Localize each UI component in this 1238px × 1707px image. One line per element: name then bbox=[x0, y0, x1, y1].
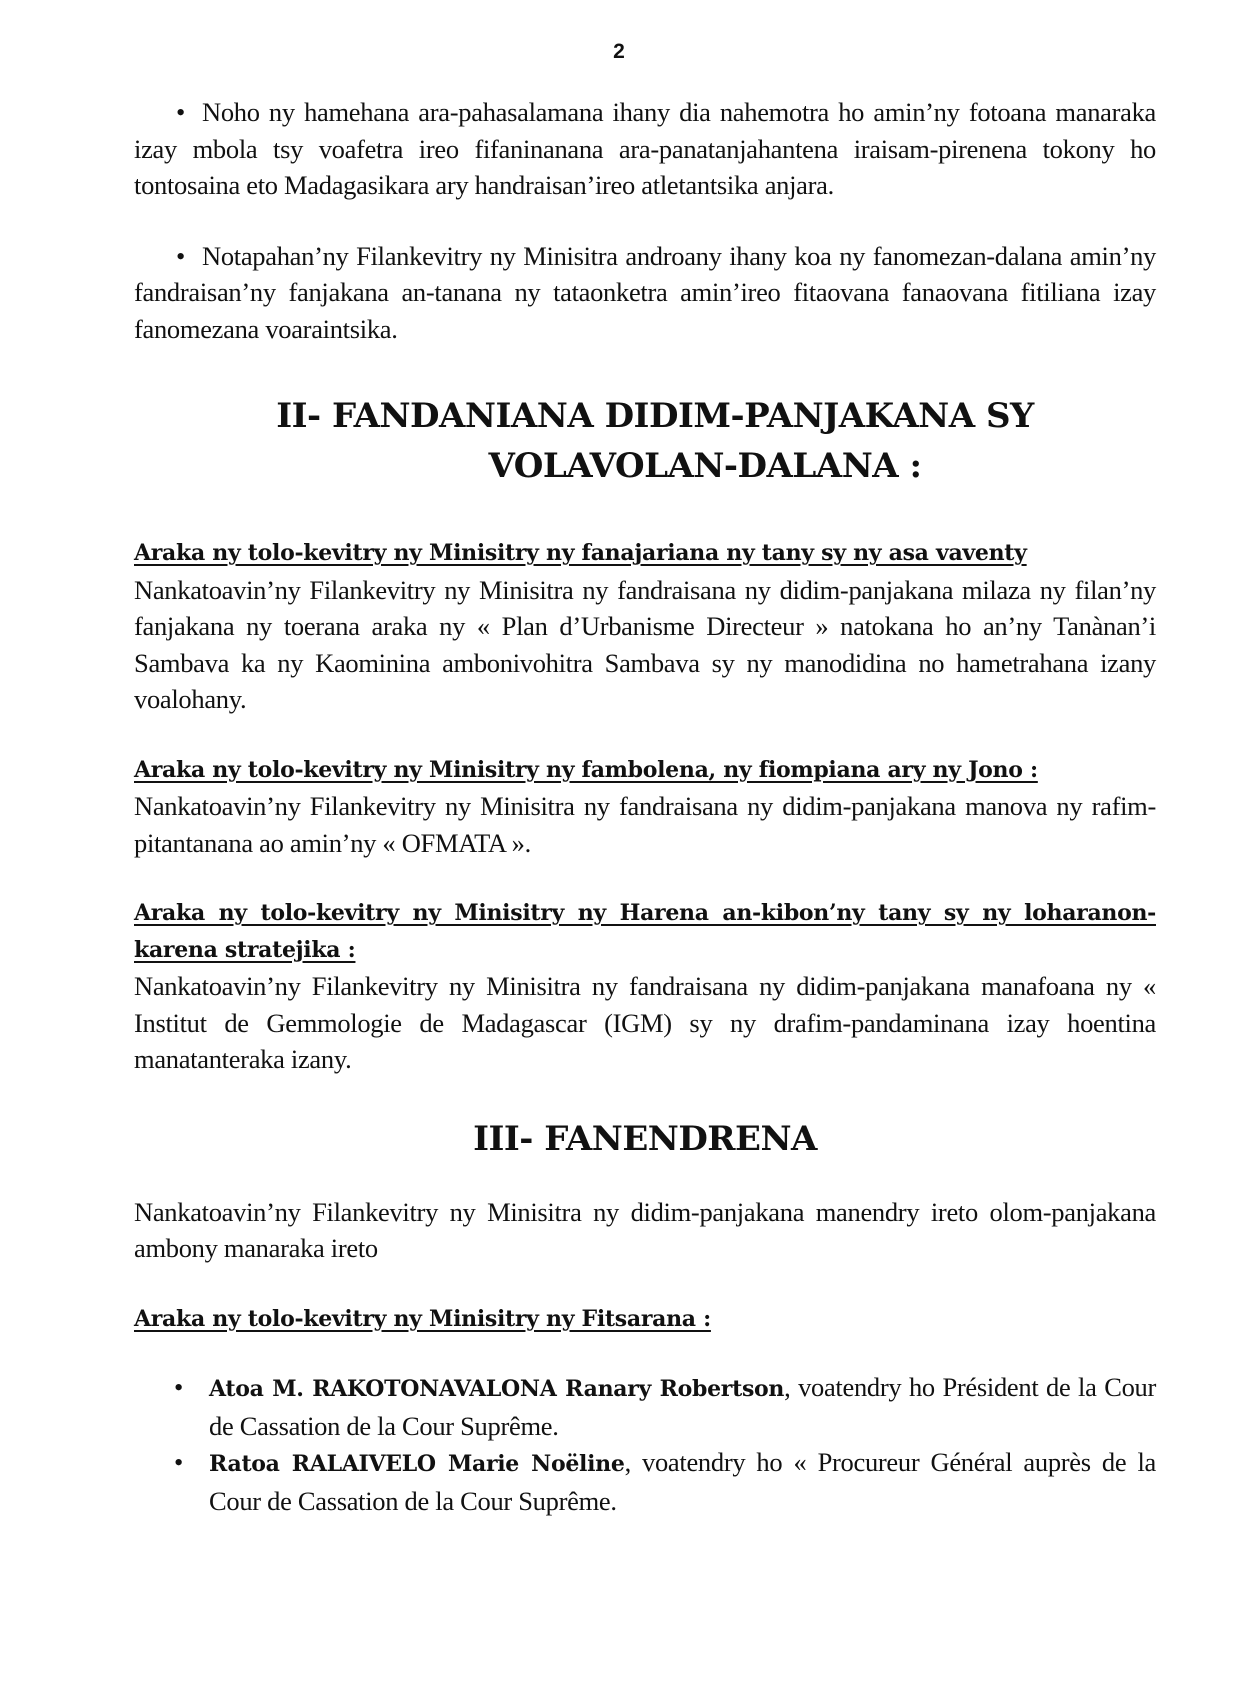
appointee-role: , voatendry ho « Procureur Général auprès de la Cour de Cassation de la Cour Suprême. bbox=[209, 1447, 1156, 1516]
section-2-heading bbox=[134, 391, 1156, 491]
ministry-subheading: Araka ny tolo-kevitry ny Minisitry ny Harena an-kibon’ny tany sy ny loharanon-karena stratejika : bbox=[134, 900, 1156, 963]
section-2-heading-line2: VOLAVOLAN-DALANA : bbox=[488, 446, 922, 486]
bullet-icon: • bbox=[176, 240, 185, 271]
bullet-icon: • bbox=[174, 1447, 183, 1477]
decision-text: Nankatoavin’ny Filankevitry ny Minisitra ny fandraisana ny didim-panjakana manova ny rafim-pitantanana ao amin’ny « OFMATA ». bbox=[134, 791, 1156, 858]
appointee-name: Ratoa RALAIVELO Marie Noëline bbox=[209, 1451, 625, 1477]
appointment-item bbox=[134, 1444, 1156, 1519]
bullet-icon: • bbox=[174, 1372, 183, 1402]
section-2-heading-line1: II- FANDANIANA DIDIM-PANJAKANA SY bbox=[276, 396, 1034, 436]
page-number: 2 bbox=[613, 40, 625, 63]
appointee-role: , voatendry ho Président de la Cour de Cassation de la Cour Suprême. bbox=[209, 1372, 1156, 1441]
section-2-item-3 bbox=[134, 895, 1156, 1078]
appointments-list bbox=[134, 1369, 1156, 1519]
intro-bullet-2: • Notapahan’ny Filankevitry ny Minisitra androany ihany koa ny fanomezan-dalana amin’ny fandraisan’ny fanjakana an-tanana ny tataonketra amin’ireo fitaovana fanaovana fitiliana izay fanomezana voaraintsika. bbox=[134, 238, 1156, 348]
section-3-heading: III- FANENDRENA bbox=[473, 1118, 817, 1159]
appointee-name: Atoa M. RAKOTONAVALONA Ranary Robertson bbox=[209, 1376, 785, 1402]
section-2-item-2 bbox=[134, 752, 1156, 862]
ministry-subheading: Araka ny tolo-kevitry ny Minisitry ny fanajariana ny tany sy ny asa vaventy bbox=[134, 540, 1027, 566]
appointment-item bbox=[134, 1369, 1156, 1444]
decision-text: Nankatoavin’ny Filankevitry ny Minisitra ny fandraisana ny didim-panjakana manafoana ny « Institut de Gemmologie de Madagascar (IGM) sy ny drafim-pandaminana izay hoentina manatanteraka izany. bbox=[134, 971, 1156, 1074]
document-body bbox=[134, 94, 1156, 1519]
decision-text: Nankatoavin’ny Filankevitry ny Minisitra ny fandraisana ny didim-panjakana milaza ny filan’ny fanjakana ny toerana araka ny « Plan d’Urbanisme Directeur » natokana ho an’ny Tanànan’i Sambava ka ny Kaominina ambonivohitra Sambava sy ny manodidina no hametrahana izany voalohany. bbox=[134, 574, 1156, 714]
bullet-icon: • bbox=[176, 97, 185, 127]
ministry-subheading: Araka ny tolo-kevitry ny Minisitry ny fambolena, ny fiompiana ary ny Jono : bbox=[134, 756, 1038, 783]
intro-bullet-1: • Noho ny hamehana ara-pahasalamana ihany dia nahemotra ho amin’ny fotoana manaraka izay mbola tsy voafetra ireo fifaninanana ara-panatanjahantena iraisam-pirenena tokony ho tontosaina eto Madagasikara ary handraisan’ireo atletantsika anjara. bbox=[134, 94, 1156, 204]
section-2-item-1 bbox=[134, 535, 1156, 718]
ministry-subheading: Araka ny tolo-kevitry ny Minisitry ny Fitsarana : bbox=[134, 1305, 711, 1332]
section-3-intro: Nankatoavin’ny Filankevitry ny Minisitra ny didim-panjakana manendry ireto olom-panjakana ambony manaraka ireto bbox=[134, 1196, 1156, 1263]
